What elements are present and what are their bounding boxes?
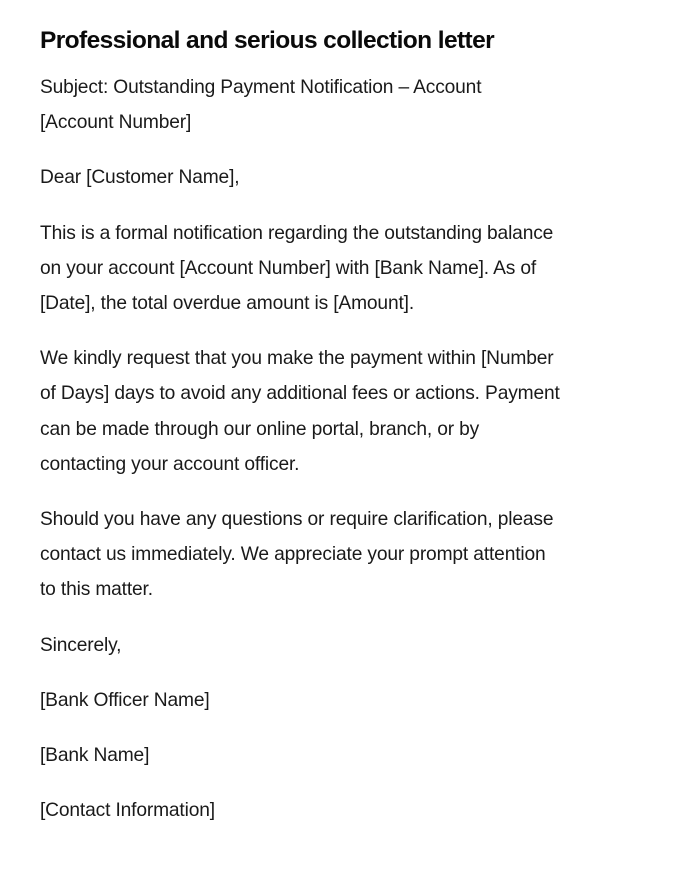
text-line: This is a formal notification regarding the outstanding balance [40,222,554,244]
text-line: [Date], the total overdue amount is [Amount]. [40,293,415,315]
text-line: We kindly request that you make the payment within [Number [40,348,554,370]
text-line: Sincerely, [40,634,122,656]
signature-contact-information [40,793,660,828]
text-line: can be made through our online portal, branch, or by [40,418,480,440]
text-line: contact us immediately. We appreciate your prompt attention [40,544,546,566]
closing [40,628,660,663]
subject-line [40,70,660,140]
text-line: [Account Number] [40,112,192,134]
text-line: to this matter. [40,579,153,601]
text-line: [Contact Information] [40,800,215,822]
text-line: [Bank Name] [40,745,150,767]
text-line: [Bank Officer Name] [40,689,210,711]
body-paragraph-request [40,341,660,482]
signature-bank-name [40,738,660,773]
text-line: Should you have any questions or require clarification, please [40,509,554,531]
body-paragraph-contact [40,502,660,608]
text-line: Subject: Outstanding Payment Notification – Account [40,77,482,98]
text-line: contacting your account officer. [40,453,300,475]
body-paragraph-notification [40,216,660,322]
letter-title: Professional and serious collection letter [40,27,495,54]
text-line: Dear [Customer Name], [40,167,240,189]
text-line: on your account [Account Number] with [Bank Name]. As of [40,257,537,279]
text-line: of Days] days to avoid any additional fees or actions. Payment [40,383,560,405]
salutation [40,160,660,195]
signature-officer-name [40,683,660,718]
